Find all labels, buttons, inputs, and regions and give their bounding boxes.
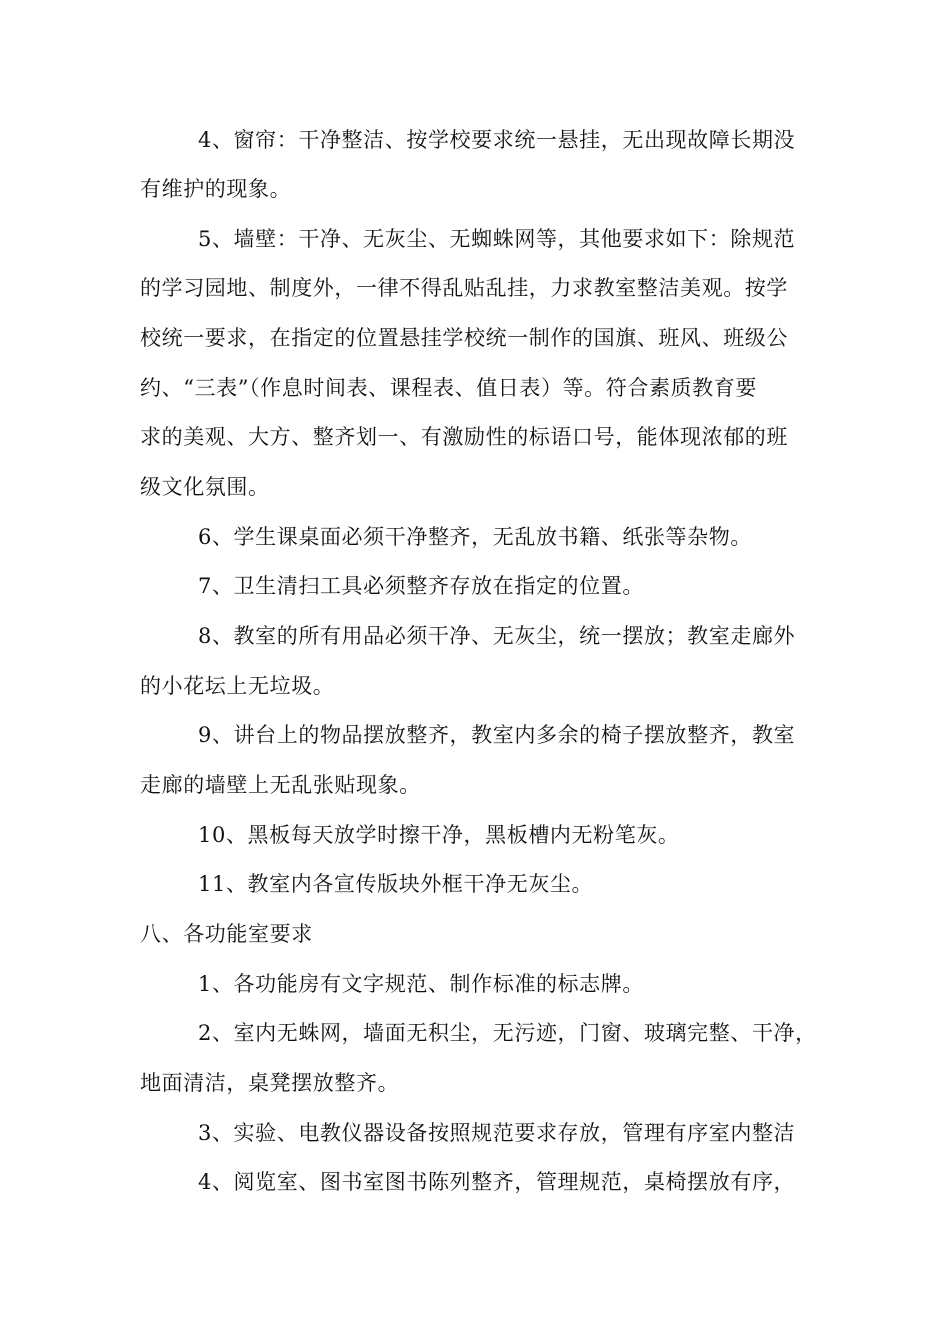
text-line: 级文化氛围。 — [140, 475, 270, 499]
text-line: 有维护的现象。 — [140, 177, 292, 201]
text-line: 11、教室内各宣传版块外框干净无灰尘。 — [198, 872, 594, 896]
text-line: 的小花坛上无垃圾。 — [140, 674, 335, 698]
text-line: 校统一要求，在指定的位置悬挂学校统一制作的国旗、班风、班级公 — [140, 326, 788, 350]
text-line: 8、教室的所有用品必须干净、无灰尘，统一摆放；教室走廊外 — [198, 624, 796, 648]
text-line: 6、学生课桌面必须干净整齐，无乱放书籍、纸张等杂物。 — [198, 525, 752, 549]
text-line: 5、墙壁：干净、无灰尘、无蜘蛛网等，其他要求如下：除规范 — [198, 227, 796, 251]
text-line: 3、实验、电教仪器设备按照规范要求存放，管理有序室内整洁 — [198, 1121, 796, 1145]
text-line: 9、讲台上的物品摆放整齐，教室内多余的椅子摆放整齐，教室 — [198, 723, 796, 747]
text-line: 7、卫生清扫工具必须整齐存放在指定的位置。 — [198, 574, 644, 598]
text-line: 4、阅览室、图书室图书陈列整齐，管理规范，桌椅摆放有序， — [198, 1170, 796, 1194]
text-line: 1、各功能房有文字规范、制作标准的标志牌。 — [198, 972, 644, 996]
text-line: 4、窗帘：干净整洁、按学校要求统一悬挂，无出现故障长期没 — [198, 128, 796, 152]
text-line: 2、室内无蛛网，墙面无积尘，无污迹，门窗、玻璃完整、干净， — [198, 1021, 817, 1045]
text-line: 约、“三表”（作息时间表、课程表、值日表）等。符合素质教育要 — [140, 376, 757, 400]
text-line: 地面清洁，桌凳摆放整齐。 — [140, 1071, 400, 1095]
text-line: 求的美观、大方、整齐划一、有激励性的标语口号，能体现浓郁的班 — [140, 425, 788, 449]
text-line: 走廊的墙壁上无乱张贴现象。 — [140, 773, 421, 797]
text-line: 的学习园地、制度外，一律不得乱贴乱挂，力求教室整洁美观。按学 — [140, 276, 788, 300]
text-line: 10、黑板每天放学时擦干净，黑板槽内无粉笔灰。 — [198, 823, 680, 847]
section-heading: 八、各功能室要求 — [140, 922, 313, 946]
